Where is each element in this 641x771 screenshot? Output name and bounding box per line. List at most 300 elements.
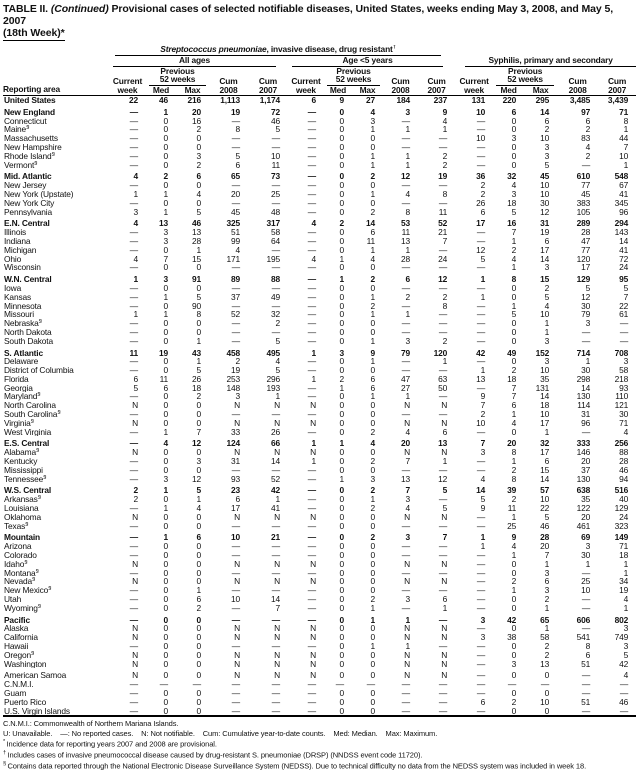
- value-cell: 0: [196, 577, 201, 587]
- value-cell: 72: [270, 107, 280, 117]
- value-cell: 0: [511, 427, 517, 437]
- value-cell: —: [307, 292, 316, 302]
- value-cell: 0: [163, 263, 168, 273]
- value-cell: 0: [339, 688, 344, 698]
- value-cell: 7: [405, 457, 410, 466]
- value-cell: —: [231, 198, 240, 208]
- value-cell: 2: [196, 125, 201, 135]
- footnote-line: * Incidence data for reporting years 2007 and 2008 are provisional.: [3, 738, 217, 749]
- value-cell: 10: [230, 595, 240, 604]
- reporting-area-cell: Nevada§: [4, 577, 36, 587]
- value-cell: 39: [507, 486, 517, 496]
- value-cell: —: [129, 603, 138, 613]
- value-cell: 714: [576, 348, 591, 358]
- value-cell: —: [129, 521, 138, 531]
- reporting-area-cell: Pacific: [4, 615, 30, 625]
- value-cell: —: [366, 680, 375, 689]
- value-cell: 216: [187, 95, 201, 105]
- value-cell: 0: [339, 310, 344, 320]
- value-cell: —: [581, 680, 591, 689]
- value-cell: 46: [158, 95, 168, 105]
- value-cell: 4: [511, 254, 517, 264]
- value-cell: 0: [339, 650, 344, 660]
- value-cell: 0: [370, 633, 375, 642]
- value-cell: 2: [370, 457, 375, 466]
- value-cell: 0: [339, 263, 344, 273]
- value-cell: 0: [163, 642, 168, 651]
- value-cell: 2: [163, 172, 168, 182]
- value-cell: 0: [339, 486, 344, 496]
- value-cell: 3: [133, 207, 138, 217]
- value-cell: 2: [511, 697, 517, 707]
- table-row: [3, 569, 636, 578]
- value-cell: 638: [576, 486, 591, 496]
- value-cell: —: [129, 336, 138, 346]
- table-row: [3, 161, 636, 170]
- value-cell: 124: [226, 439, 240, 449]
- value-cell: 1: [405, 125, 410, 135]
- value-cell: 32: [270, 310, 280, 320]
- value-cell: 2: [370, 301, 375, 311]
- value-cell: 6: [196, 595, 201, 604]
- value-cell: N: [404, 659, 410, 669]
- value-cell: 0: [163, 542, 168, 552]
- table-row: [3, 181, 636, 190]
- value-cell: —: [231, 465, 240, 475]
- value-cell: —: [231, 642, 240, 651]
- value-cell: 0: [163, 410, 168, 419]
- value-cell: 1: [133, 275, 138, 284]
- value-cell: 5: [511, 310, 517, 320]
- value-cell: 6: [405, 275, 410, 284]
- value-cell: 2: [442, 336, 448, 346]
- value-cell: 0: [339, 512, 344, 522]
- value-cell: 14: [270, 457, 280, 466]
- value-cell: 20: [191, 107, 201, 117]
- value-cell: 0: [511, 327, 517, 337]
- value-cell: —: [271, 134, 280, 143]
- value-cell: —: [401, 263, 410, 273]
- value-cell: 4: [311, 254, 316, 264]
- header-spacer: [455, 45, 636, 56]
- value-cell: —: [231, 706, 240, 716]
- value-cell: —: [581, 568, 591, 578]
- reporting-area-cell: New York (Upstate): [4, 189, 74, 199]
- value-cell: 3: [511, 189, 517, 199]
- value-cell: 4: [133, 254, 138, 264]
- table-title-text: Provisional cases of selected notifiable diseases, United States, weeks ending May 3, 2008, and May 5, 2007: [3, 3, 614, 27]
- value-cell: 0: [163, 357, 168, 367]
- value-cell: 0: [196, 615, 201, 625]
- value-cell: 0: [163, 125, 168, 135]
- value-cell: —: [307, 283, 316, 293]
- value-cell: 0: [196, 401, 201, 411]
- value-cell: 0: [163, 688, 168, 698]
- value-cell: 58: [270, 228, 280, 237]
- value-cell: 0: [196, 418, 201, 428]
- value-cell: 0: [163, 116, 168, 126]
- value-cell: 10: [540, 189, 550, 199]
- value-cell: 5: [235, 151, 240, 161]
- value-cell: —: [129, 551, 138, 560]
- value-cell: 1: [544, 327, 550, 337]
- value-cell: —: [307, 697, 316, 707]
- value-cell: 10: [540, 134, 550, 143]
- value-cell: N: [441, 577, 448, 587]
- value-cell: —: [129, 292, 138, 302]
- value-cell: 0: [339, 228, 344, 237]
- value-cell: 1: [163, 310, 168, 320]
- value-cell: 0: [339, 125, 344, 135]
- value-cell: N: [132, 650, 138, 660]
- value-cell: 0: [339, 633, 344, 642]
- value-cell: 2: [370, 595, 375, 604]
- value-cell: 0: [339, 551, 344, 560]
- value-cell: N: [274, 671, 280, 681]
- value-cell: 0: [339, 151, 344, 161]
- value-cell: 48: [270, 207, 280, 217]
- reporting-area-cell: Maryland§: [4, 392, 41, 402]
- value-cell: —: [307, 245, 316, 255]
- value-cell: 88: [270, 275, 280, 284]
- value-cell: 4: [163, 439, 168, 449]
- value-cell: —: [438, 642, 448, 651]
- value-cell: —: [476, 319, 486, 328]
- value-cell: 46: [619, 697, 629, 707]
- value-cell: 14: [540, 392, 550, 402]
- value-cell: N: [441, 671, 448, 681]
- value-cell: —: [231, 142, 240, 152]
- table-row: [3, 604, 636, 613]
- value-cell: 1: [511, 236, 517, 246]
- value-cell: 606: [576, 615, 591, 625]
- value-cell: 32: [507, 172, 517, 182]
- value-cell: 5: [196, 292, 201, 302]
- value-cell: —: [307, 134, 316, 143]
- value-cell: —: [476, 624, 486, 634]
- value-cell: 325: [226, 219, 240, 229]
- value-cell: —: [231, 327, 240, 337]
- value-cell: 7: [163, 254, 168, 264]
- value-cell: 0: [339, 134, 344, 143]
- value-cell: —: [129, 465, 138, 475]
- value-cell: 110: [615, 392, 629, 402]
- value-cell: 1: [405, 160, 410, 170]
- value-cell: 0: [196, 624, 201, 634]
- value-cell: 1: [370, 245, 375, 255]
- value-cell: 65: [540, 615, 550, 625]
- reporting-area-cell: Iowa: [4, 283, 22, 293]
- value-cell: —: [581, 595, 591, 604]
- value-cell: N: [441, 650, 448, 660]
- value-cell: 45: [540, 172, 550, 182]
- value-cell: —: [438, 586, 448, 596]
- value-cell: 152: [535, 348, 550, 358]
- value-cell: 0: [339, 504, 344, 513]
- value-cell: 0: [196, 198, 201, 208]
- value-cell: —: [271, 568, 280, 578]
- reporting-area-cell: C.N.M.I.: [4, 680, 34, 689]
- reporting-area-cell: Delaware: [4, 357, 39, 367]
- value-cell: 14: [581, 383, 591, 393]
- value-cell: 73: [270, 172, 280, 182]
- value-cell: 0: [511, 642, 517, 651]
- value-cell: 10: [540, 495, 550, 505]
- strep-species-italic: Streptococcus pneumoniae: [160, 45, 267, 54]
- value-cell: 12: [438, 474, 448, 484]
- value-cell: 0: [339, 327, 344, 337]
- value-cell: —: [581, 603, 591, 613]
- value-cell: —: [231, 680, 240, 689]
- value-cell: 0: [511, 650, 517, 660]
- value-cell: 1: [196, 495, 201, 505]
- reporting-area-cell: Montana§: [4, 568, 39, 578]
- value-cell: 2: [196, 392, 201, 402]
- value-cell: 16: [507, 219, 517, 229]
- value-cell: —: [271, 642, 280, 651]
- value-cell: 0: [370, 319, 375, 328]
- value-cell: 1: [275, 392, 280, 402]
- col-cum-2007-2: Cum 2007: [427, 76, 446, 96]
- value-cell: 7: [480, 439, 486, 449]
- value-cell: N: [441, 448, 448, 458]
- value-cell: 1: [544, 319, 550, 328]
- value-cell: 0: [196, 263, 201, 273]
- value-cell: 0: [339, 160, 344, 170]
- value-cell: 93: [619, 383, 629, 393]
- value-cell: —: [307, 198, 316, 208]
- value-cell: 122: [576, 504, 591, 513]
- value-cell: N: [310, 559, 316, 569]
- value-cell: —: [401, 680, 410, 689]
- value-cell: 0: [370, 142, 375, 152]
- value-cell: 17: [540, 245, 550, 255]
- value-cell: 0: [339, 418, 344, 428]
- value-cell: 6: [370, 383, 375, 393]
- value-cell: —: [307, 551, 316, 560]
- value-cell: —: [438, 680, 448, 689]
- value-cell: —: [231, 586, 240, 596]
- value-cell: 19: [158, 348, 168, 358]
- value-cell: 79: [581, 310, 591, 320]
- value-cell: 0: [370, 263, 375, 273]
- table-row: [3, 237, 636, 246]
- value-cell: —: [231, 410, 240, 419]
- value-cell: 8: [623, 116, 629, 126]
- value-cell: 4: [511, 542, 517, 552]
- value-cell: —: [438, 392, 448, 402]
- value-cell: —: [307, 392, 316, 402]
- table-row: [3, 152, 636, 161]
- value-cell: 28: [191, 236, 201, 246]
- value-cell: —: [129, 107, 138, 117]
- value-cell: —: [438, 283, 448, 293]
- value-cell: 11: [366, 236, 375, 246]
- value-cell: —: [129, 595, 138, 604]
- value-cell: 42: [507, 615, 517, 625]
- value-cell: 1: [623, 559, 629, 569]
- table-row: [3, 595, 636, 604]
- table-title-continued: (Continued): [48, 3, 112, 15]
- value-cell: 0: [511, 688, 517, 698]
- value-cell: 20: [581, 512, 591, 522]
- value-cell: 3: [405, 595, 410, 604]
- value-cell: 1: [544, 603, 550, 613]
- table-row: [3, 428, 636, 437]
- value-cell: 0: [163, 659, 168, 669]
- value-cell: —: [307, 495, 316, 505]
- value-cell: 26: [476, 198, 486, 208]
- value-cell: 6: [370, 374, 375, 384]
- value-cell: 5: [196, 486, 201, 496]
- reporting-area-cell: Guam: [4, 688, 27, 698]
- table-row: [3, 586, 636, 595]
- value-cell: 2: [275, 319, 280, 328]
- value-cell: —: [231, 551, 240, 560]
- value-cell: 10: [619, 151, 629, 161]
- value-cell: 1: [442, 603, 448, 613]
- value-cell: 17: [581, 263, 591, 273]
- value-cell: N: [441, 512, 448, 522]
- value-cell: 20: [400, 439, 410, 449]
- reporting-area-cell: New Jersey: [4, 181, 47, 190]
- value-cell: —: [271, 586, 280, 596]
- value-cell: 3: [585, 319, 591, 328]
- value-cell: 0: [163, 392, 168, 402]
- value-cell: 193: [266, 383, 280, 393]
- value-cell: 1: [163, 189, 168, 199]
- value-cell: —: [581, 327, 591, 337]
- value-cell: 2: [133, 495, 138, 505]
- value-cell: 30: [581, 551, 591, 560]
- value-cell: —: [271, 542, 280, 552]
- footnote-line: U: Unavailable. —: No reported cases. N: Not notifiable. Cum: Cumulative year-to-date counts. Med: Median. Max: Maximum.: [3, 728, 438, 738]
- value-cell: 14: [540, 107, 550, 117]
- value-cell: —: [438, 366, 448, 375]
- value-cell: 7: [196, 427, 201, 437]
- value-cell: 1: [196, 357, 201, 367]
- value-cell: —: [129, 160, 138, 170]
- value-cell: —: [438, 615, 448, 625]
- value-cell: 8: [235, 125, 240, 135]
- value-cell: 2: [370, 427, 375, 437]
- value-cell: N: [132, 559, 138, 569]
- value-cell: 6: [544, 236, 550, 246]
- value-cell: 121: [614, 401, 629, 411]
- value-cell: —: [129, 134, 138, 143]
- value-cell: 3: [339, 348, 344, 358]
- value-cell: 0: [370, 401, 375, 411]
- value-cell: N: [441, 633, 448, 642]
- value-cell: —: [307, 410, 316, 419]
- value-cell: 35: [581, 495, 591, 505]
- value-cell: 4: [196, 504, 201, 513]
- reporting-area-cell: Connecticut: [4, 116, 47, 126]
- value-cell: 802: [614, 615, 629, 625]
- value-cell: —: [129, 263, 138, 273]
- value-cell: 2: [370, 207, 375, 217]
- value-cell: —: [307, 595, 316, 604]
- value-cell: 4: [370, 107, 375, 117]
- value-cell: 1: [370, 160, 375, 170]
- value-cell: 16: [191, 116, 201, 126]
- value-cell: 323: [614, 521, 629, 531]
- reporting-area-cell: Indiana: [4, 236, 31, 246]
- value-cell: 0: [339, 697, 344, 707]
- value-cell: 0: [339, 457, 344, 466]
- value-cell: 3: [480, 448, 486, 458]
- value-cell: N: [404, 671, 410, 681]
- value-cell: N: [310, 650, 316, 660]
- reporting-area-cell: Idaho§: [4, 559, 28, 569]
- value-cell: 26: [191, 374, 201, 384]
- value-cell: 7: [275, 603, 280, 613]
- value-cell: 3: [163, 474, 168, 484]
- col-cum-2007-3: Cum 2007: [608, 76, 627, 96]
- value-cell: 64: [270, 236, 280, 246]
- reporting-area-cell: W.S. Central: [4, 486, 52, 496]
- table-row: [3, 551, 636, 560]
- value-cell: 2: [196, 603, 201, 613]
- value-cell: 0: [339, 577, 344, 587]
- value-cell: 130: [576, 392, 591, 402]
- value-cell: 1: [623, 125, 629, 135]
- value-cell: 0: [370, 577, 375, 587]
- value-cell: N: [274, 577, 280, 587]
- value-cell: 5: [544, 512, 550, 522]
- value-cell: 4: [480, 474, 486, 484]
- value-cell: —: [401, 283, 410, 293]
- table-title-label: TABLE II.: [3, 3, 48, 15]
- table-row: [3, 698, 636, 707]
- value-cell: —: [159, 680, 168, 689]
- value-cell: —: [401, 357, 410, 367]
- value-cell: 5: [623, 650, 629, 660]
- table-row: [3, 275, 636, 284]
- value-cell: —: [231, 283, 240, 293]
- value-cell: 289: [576, 219, 591, 229]
- value-cell: —: [401, 603, 410, 613]
- value-cell: —: [438, 568, 448, 578]
- value-cell: N: [132, 512, 138, 522]
- value-cell: 1: [480, 542, 486, 552]
- value-cell: 0: [370, 624, 375, 634]
- value-cell: —: [129, 542, 138, 552]
- value-cell: 65: [230, 172, 240, 182]
- value-cell: —: [476, 521, 486, 531]
- value-cell: 3: [405, 107, 410, 117]
- value-cell: 2: [370, 504, 375, 513]
- value-cell: —: [129, 181, 138, 190]
- value-cell: —: [619, 319, 629, 328]
- value-cell: 1: [339, 275, 344, 284]
- table-row: [3, 172, 636, 181]
- value-cell: 0: [339, 207, 344, 217]
- strep-group-header: [109, 45, 455, 56]
- value-cell: 10: [540, 181, 550, 190]
- value-cell: 0: [370, 551, 375, 560]
- value-cell: —: [307, 189, 316, 199]
- value-cell: 0: [339, 116, 344, 126]
- value-cell: —: [231, 319, 240, 328]
- value-cell: 0: [339, 181, 344, 190]
- age-under5-header: Age <5 years: [288, 56, 455, 67]
- value-cell: 0: [163, 624, 168, 634]
- value-cell: 0: [511, 319, 517, 328]
- value-cell: —: [438, 706, 448, 716]
- value-cell: —: [438, 310, 448, 320]
- value-cell: 22: [128, 95, 138, 105]
